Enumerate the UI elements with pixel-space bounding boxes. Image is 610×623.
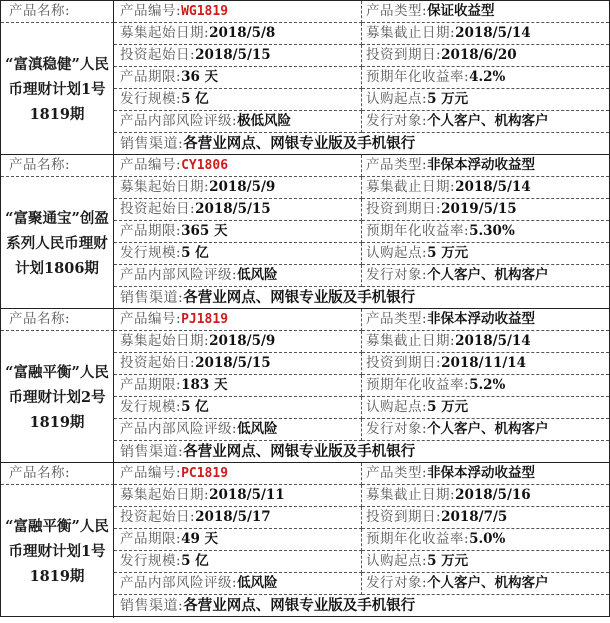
expected-yield-cell [362,67,609,89]
min-purchase-label: 认购起点: [366,399,428,415]
invest-start-cell [114,199,362,221]
risk-rating: 低风险 [237,267,278,283]
invest-end-label: 投资到期日: [366,355,442,371]
risk-rating-label: 产品内部风险评级: [120,267,238,283]
sales-channel-cell [114,133,609,156]
risk-rating-cell [114,265,362,287]
min-purchase-cell [362,551,609,573]
product-code-cell [114,309,362,331]
issue-size-label: 发行规模: [120,91,182,107]
product-block [1,462,609,616]
sales-channel: 各营业网点、网银专业版及手机银行 [183,443,416,460]
product-code: PC1819 [181,466,229,481]
sales-channel: 各营业网点、网银专业版及手机银行 [183,597,416,614]
issue-size: 5 亿 [181,91,209,107]
term-label: 产品期限: [120,531,182,547]
sales-channel-label: 销售渠道: [120,136,184,152]
raise-start-label: 募集起始日期: [120,25,210,41]
raise-end-cell [362,23,609,45]
risk-rating: 极低风险 [237,113,292,129]
invest-end-cell [362,199,609,221]
invest-start-cell [114,507,362,529]
expected-yield-label: 预期年化收益率: [366,223,470,239]
product-code-label: 产品编号: [120,3,182,19]
product-block [1,0,609,154]
product-type-cell [362,309,609,331]
target-investors: 个人客户、机构客户 [427,267,549,283]
invest-start-label: 投资起始日: [120,201,196,217]
invest-end-cell [362,507,609,529]
product-type-cell [362,155,609,177]
product-name-label: 产品名称: [1,155,114,177]
min-purchase-label: 认购起点: [366,245,428,261]
expected-yield-cell [362,221,609,243]
target-investors: 个人客户、机构客户 [427,575,549,591]
expected-yield-label: 预期年化收益率: [366,377,470,393]
raise-end-label: 募集截止日期: [366,333,456,349]
target-investors-label: 发行对象: [366,113,428,129]
product-type: 保证收益型 [427,3,495,19]
product-type-label: 产品类型: [366,465,428,481]
invest-start: 2018/5/15 [195,355,271,371]
min-purchase-cell [362,397,609,419]
sales-channel-cell [114,287,609,310]
product-type: 非保本浮动收益型 [427,157,536,173]
issue-size-label: 发行规模: [120,245,182,261]
product-name: “富滇稳健”人民币理财计划1号1819期 [1,23,114,156]
raise-start-cell [114,331,362,353]
target-investors-label: 发行对象: [366,575,428,591]
issue-size: 5 亿 [181,553,209,569]
target-investors-label: 发行对象: [366,421,428,437]
sales-channel-cell [114,441,609,464]
product-block [1,154,609,308]
raise-end-cell [362,331,609,353]
issue-size: 5 亿 [181,245,209,261]
invest-end: 2019/5/15 [441,201,517,217]
product-name: “富融平衡”人民币理财计划1号1819期 [1,485,114,618]
raise-start-cell [114,485,362,507]
target-investors-cell [362,419,609,441]
sales-channel-cell [114,595,609,618]
raise-end: 2018/5/16 [455,487,531,503]
issue-size-cell [114,243,362,265]
expected-yield: 5.30% [469,223,515,239]
min-purchase-label: 认购起点: [366,553,428,569]
product-name: “富聚通宝”创盈系列人民币理财计划1806期 [1,177,114,310]
issue-size-cell [114,89,362,111]
product-code-label: 产品编号: [120,465,182,481]
min-purchase: 5 万元 [427,91,469,107]
expected-yield: 5.2% [469,377,506,393]
product-code-label: 产品编号: [120,157,182,173]
risk-rating-label: 产品内部风险评级: [120,421,238,437]
product-code: PJ1819 [181,312,229,327]
expected-yield-label: 预期年化收益率: [366,69,470,85]
sales-channel: 各营业网点、网银专业版及手机银行 [183,289,416,306]
min-purchase: 5 万元 [427,553,469,569]
invest-start: 2018/5/15 [195,201,271,217]
raise-end: 2018/5/14 [455,179,531,195]
raise-end-label: 募集截止日期: [366,487,456,503]
invest-start-label: 投资起始日: [120,509,196,525]
expected-yield: 5.0% [469,531,506,547]
issue-size-cell [114,397,362,419]
raise-start-label: 募集起始日期: [120,487,210,503]
risk-rating-cell [114,573,362,595]
product-type-label: 产品类型: [366,311,428,327]
min-purchase-label: 认购起点: [366,91,428,107]
term-label: 产品期限: [120,223,182,239]
product-code-label: 产品编号: [120,311,182,327]
raise-end: 2018/5/14 [455,25,531,41]
target-investors-cell [362,111,609,133]
invest-start-cell [114,353,362,375]
invest-start-cell [114,45,362,67]
raise-start-label: 募集起始日期: [120,333,210,349]
risk-rating-label: 产品内部风险评级: [120,113,238,129]
term-label: 产品期限: [120,377,182,393]
raise-start: 2018/5/9 [209,179,276,195]
min-purchase: 5 万元 [427,399,469,415]
min-purchase-cell [362,243,609,265]
product-code: WG1819 [181,4,229,19]
min-purchase: 5 万元 [427,245,469,261]
expected-yield-cell [362,529,609,551]
sales-channel-label: 销售渠道: [120,598,184,614]
raise-end-label: 募集截止日期: [366,25,456,41]
expected-yield: 4.2% [469,69,506,85]
product-type-cell [362,1,609,23]
invest-end-label: 投资到期日: [366,47,442,63]
raise-end: 2018/5/14 [455,333,531,349]
product-code-cell [114,463,362,485]
issue-size-label: 发行规模: [120,553,182,569]
invest-start-label: 投资起始日: [120,355,196,371]
risk-rating-label: 产品内部风险评级: [120,575,238,591]
term: 365 天 [181,223,228,239]
product-type-label: 产品类型: [366,157,428,173]
raise-end-label: 募集截止日期: [366,179,456,195]
raise-start-label: 募集起始日期: [120,179,210,195]
product-code-cell [114,1,362,23]
expected-yield-label: 预期年化收益率: [366,531,470,547]
invest-end-label: 投资到期日: [366,509,442,525]
target-investors-cell [362,573,609,595]
term-cell [114,375,362,397]
invest-start-label: 投资起始日: [120,47,196,63]
invest-end: 2018/11/14 [441,355,527,371]
target-investors-cell [362,265,609,287]
term-label: 产品期限: [120,69,182,85]
issue-size-label: 发行规模: [120,399,182,415]
term-cell [114,221,362,243]
target-investors: 个人客户、机构客户 [427,421,549,437]
invest-end: 2018/7/5 [441,509,508,525]
product-type: 非保本浮动收益型 [427,465,536,481]
risk-rating-cell [114,419,362,441]
sales-channel-label: 销售渠道: [120,444,184,460]
term: 49 天 [181,531,219,547]
invest-end-cell [362,45,609,67]
product-type: 非保本浮动收益型 [427,311,536,327]
risk-rating: 低风险 [237,421,278,437]
invest-start: 2018/5/17 [195,509,271,525]
invest-start: 2018/5/15 [195,47,271,63]
raise-end-cell [362,177,609,199]
expected-yield-cell [362,375,609,397]
product-type-cell [362,463,609,485]
product-code: CY1806 [181,158,229,173]
product-name-label: 产品名称: [1,1,114,23]
product-type-label: 产品类型: [366,3,428,19]
invest-end-cell [362,353,609,375]
risk-rating-cell [114,111,362,133]
product-code-cell [114,155,362,177]
term: 36 天 [181,69,219,85]
min-purchase-cell [362,89,609,111]
product-name-label: 产品名称: [1,309,114,331]
target-investors: 个人客户、机构客户 [427,113,549,129]
sales-channel-label: 销售渠道: [120,290,184,306]
raise-start: 2018/5/9 [209,333,276,349]
raise-start-cell [114,23,362,45]
risk-rating: 低风险 [237,575,278,591]
term-cell [114,529,362,551]
raise-start-cell [114,177,362,199]
raise-start: 2018/5/11 [209,487,285,503]
term: 183 天 [181,377,228,393]
issue-size: 5 亿 [181,399,209,415]
invest-end: 2018/6/20 [441,47,517,63]
term-cell [114,67,362,89]
raise-end-cell [362,485,609,507]
issue-size-cell [114,551,362,573]
raise-start: 2018/5/8 [209,25,276,41]
invest-end-label: 投资到期日: [366,201,442,217]
product-name: “富融平衡”人民币理财计划2号1819期 [1,331,114,464]
target-investors-label: 发行对象: [366,267,428,283]
product-name-label: 产品名称: [1,463,114,485]
product-block [1,308,609,462]
sales-channel: 各营业网点、网银专业版及手机银行 [183,135,416,152]
